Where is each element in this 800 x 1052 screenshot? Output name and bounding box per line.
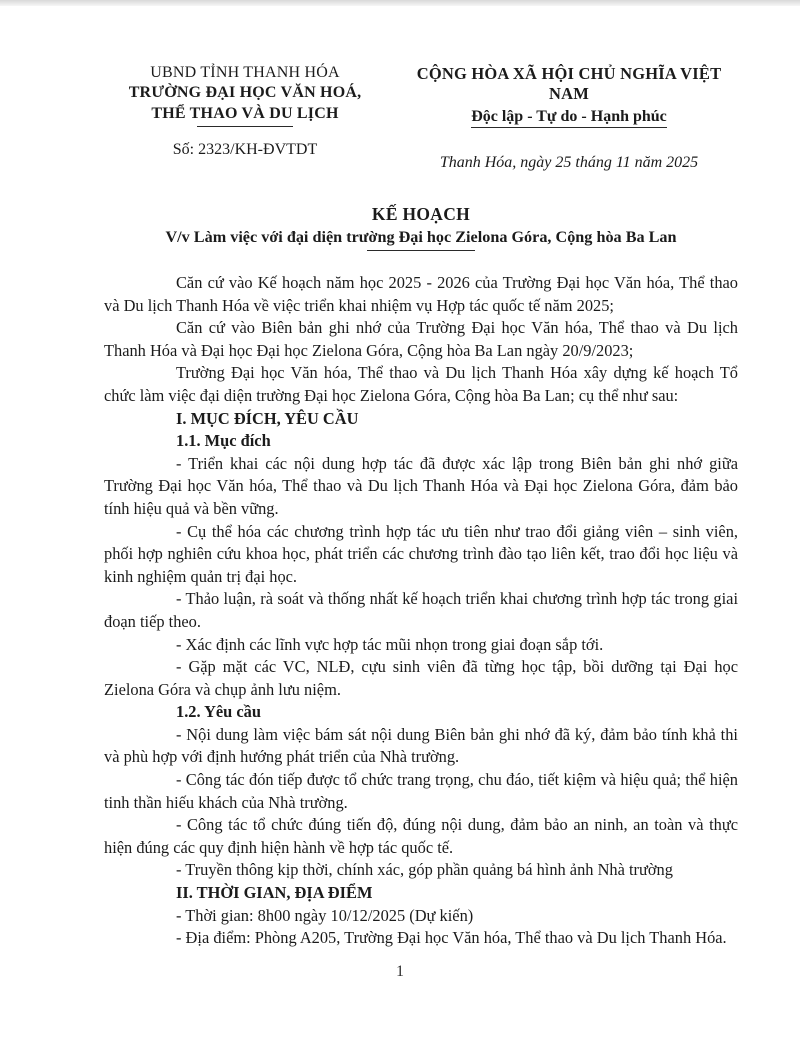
national-motto: [400, 108, 738, 128]
section-heading: II. THỜI GIAN, ĐỊA ĐIỂM: [176, 883, 373, 903]
body-paragraph: - Truyền thông kịp thời, chính xác, góp phần quảng bá hình ảnh Nhà trường: [176, 860, 673, 880]
document-title-block: [104, 204, 738, 251]
body-paragraph: Căn cứ vào Biên bản ghi nhớ của Trường Đại học Văn hóa, Thể thao và Du lịch Thanh Hóa và Đại học Đại học Zielona Góra, Cộng hòa Ba Lan ngày 20/9/2023;: [104, 318, 738, 360]
parent-agency-name: UBND TỈNH THANH HÓA: [150, 64, 340, 81]
document-number: Số: 2323/KH-ĐVTDT: [172, 141, 318, 158]
document-subject: V/v Làm việc với đại diện trường Đại học Zielona Góra, Cộng hòa Ba Lan: [165, 228, 677, 246]
body-paragraph: - Thời gian: 8h00 ngày 10/12/2025 (Dự kiến): [176, 905, 474, 925]
document-header: [104, 64, 738, 172]
document-title: KẾ HOẠCH: [371, 204, 471, 224]
body-paragraph: Trường Đại học Văn hóa, Thể thao và Du lịch Thanh Hóa xây dựng kế hoạch Tổ chức làm việc đại diện trường Đại học Zielona Góra, Cộng hòa Ba Lan; cụ thể như sau:: [104, 363, 738, 405]
section-subheading: 1.1. Mục đích: [176, 431, 271, 451]
document-body: [104, 272, 738, 950]
body-paragraph: - Công tác tổ chức đúng tiến độ, đúng nội dung, đảm bảo an ninh, an toàn và thực hiện đúng các quy định hiện hành về hợp tác quốc tế.: [104, 815, 738, 857]
agency-name-line2: THỂ THAO VÀ DU LỊCH: [151, 105, 339, 122]
title-underline-rule: [367, 250, 475, 251]
body-paragraph: - Gặp mặt các VC, NLĐ, cựu sinh viên đã từng học tập, bồi dưỡng tại Đại học Zielona Góra và chụp ảnh lưu niệm.: [104, 657, 738, 699]
document-content: [104, 64, 738, 950]
body-paragraph: - Cụ thể hóa các chương trình hợp tác ưu tiên như trao đổi giảng viên – sinh viên, phối hợp nghiên cứu khoa học, phát triển các chương trình đào tạo liên kết, trao đổi học liệu và kinh nghiệm quản trị đại học.: [104, 521, 738, 586]
place-and-date-line: Thanh Hóa, ngày 25 tháng 11 năm 2025: [439, 154, 699, 171]
national-motto-text: Độc lập - Tự do - Hạnh phúc: [471, 108, 667, 128]
body-paragraph: - Công tác đón tiếp được tổ chức trang trọng, chu đáo, tiết kiệm và hiệu quả; thể hiện tinh thần hiếu khách của Nhà trường.: [104, 770, 738, 812]
body-paragraph: Căn cứ vào Kế hoạch năm học 2025 - 2026 của Trường Đại học Văn hóa, Thể thao và Du lịch Thanh Hóa về việc triển khai nhiệm vụ Hợp tác quốc tế năm 2025;: [104, 273, 738, 315]
national-header-block: [400, 64, 738, 172]
agency-underline-rule: [197, 126, 293, 127]
scan-edge-artifact: [0, 0, 800, 6]
body-paragraph: - Xác định các lĩnh vực hợp tác mũi nhọn trong giai đoạn sắp tới.: [176, 634, 604, 654]
page-footer: [0, 963, 800, 981]
issuing-agency-block: [104, 64, 386, 159]
body-paragraph: - Triển khai các nội dung hợp tác đã được xác lập trong Biên bản ghi nhớ giữa Trường Đại học Văn hóa, Thể thao và Du lịch Thanh Hóa và Đại học Zielona Góra, đảm bảo tính hiệu quả và bền vững.: [104, 453, 738, 518]
agency-name-line1: TRƯỜNG ĐẠI HỌC VĂN HOÁ,: [128, 84, 362, 101]
page-number: 1: [396, 963, 404, 980]
body-paragraph: - Thảo luận, rà soát và thống nhất kế hoạch triển khai chương trình hợp tác trong giai đoạn tiếp theo.: [104, 589, 738, 631]
body-paragraph: - Địa điểm: Phòng A205, Trường Đại học Văn hóa, Thể thao và Du lịch Thanh Hóa.: [176, 928, 727, 948]
section-heading: I. MỤC ĐÍCH, YÊU CẦU: [176, 408, 359, 428]
body-paragraph: - Nội dung làm việc bám sát nội dung Biên bản ghi nhớ đã ký, đảm bảo tính khả thi và phù hợp với định hướng phát triển của Nhà trường.: [104, 724, 738, 767]
section-subheading: 1.2. Yêu cầu: [176, 702, 261, 722]
national-title: CỘNG HÒA XÃ HỘI CHỦ NGHĨA VIỆT NAM: [416, 64, 722, 103]
